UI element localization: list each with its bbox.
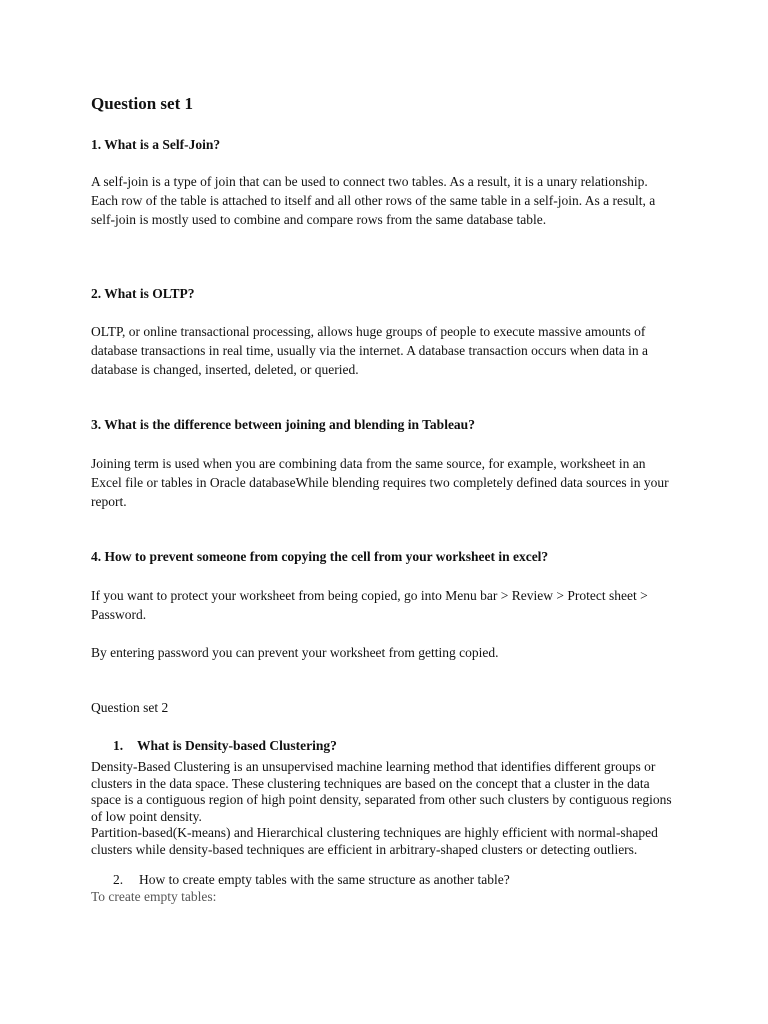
question-4-answer-1: If you want to protect your worksheet from being copied, go into Menu bar > Review > Protect sheet > Password. [91, 588, 648, 622]
set2-question-1-number: 1. [113, 738, 124, 753]
question-1-heading: 1. What is a Self-Join? [91, 137, 221, 152]
question-4-heading: 4. How to prevent someone from copying the cell from your worksheet in excel? [91, 549, 549, 564]
set2-question-1-heading [113, 738, 337, 754]
question-1-answer: A self-join is a type of join that can be used to connect two tables. As a result, it is a unary relationship. Each row of the table is attached to itself and all other rows of the same table in a self-join. As a result, a self-join is mostly used to combine and compare rows from the same database table. [91, 174, 656, 227]
set2-question-2-answer: To create empty tables: [91, 889, 217, 904]
set2-question-1-answer-2: Partition-based(K-means) and Hierarchical clustering techniques are highly efficient with normal-shaped clusters while density-based techniques are efficient in arbitrary-shaped clusters or detecting outliers. [91, 825, 658, 857]
set2-question-1-text: What is Density-based Clustering? [137, 738, 337, 753]
question-set-2-title: Question set 2 [91, 700, 169, 715]
question-4-answer-2: By entering password you can prevent your worksheet from getting copied. [91, 645, 499, 660]
set2-question-1-answer-1: Density-Based Clustering is an unsupervised machine learning method that identifies different groups or clusters in the data space. These clustering techniques are based on the concept that a cluster in the data space is a contiguous region of high point density, separated from other such clusters by contiguous regions of low point density. [91, 759, 672, 824]
question-set-1-title: Question set 1 [91, 94, 193, 113]
set2-question-2-text: How to create empty tables with the same structure as another table? [139, 872, 510, 887]
question-2-heading: 2. What is OLTP? [91, 286, 195, 301]
question-2-answer: OLTP, or online transactional processing, allows huge groups of people to execute massive amounts of database transactions in real time, usually via the internet. A database transaction occurs when data in a database is changed, inserted, deleted, or queried. [91, 324, 649, 377]
question-3-answer: Joining term is used when you are combining data from the same source, for example, worksheet in an Excel file or tables in Oracle databaseWhile blending requires two completely defined data sources in your report. [91, 456, 669, 509]
question-3-heading: 3. What is the difference between joining and blending in Tableau? [91, 417, 475, 432]
set2-question-2-number: 2. [113, 872, 124, 887]
set2-question-2-heading [113, 872, 510, 888]
